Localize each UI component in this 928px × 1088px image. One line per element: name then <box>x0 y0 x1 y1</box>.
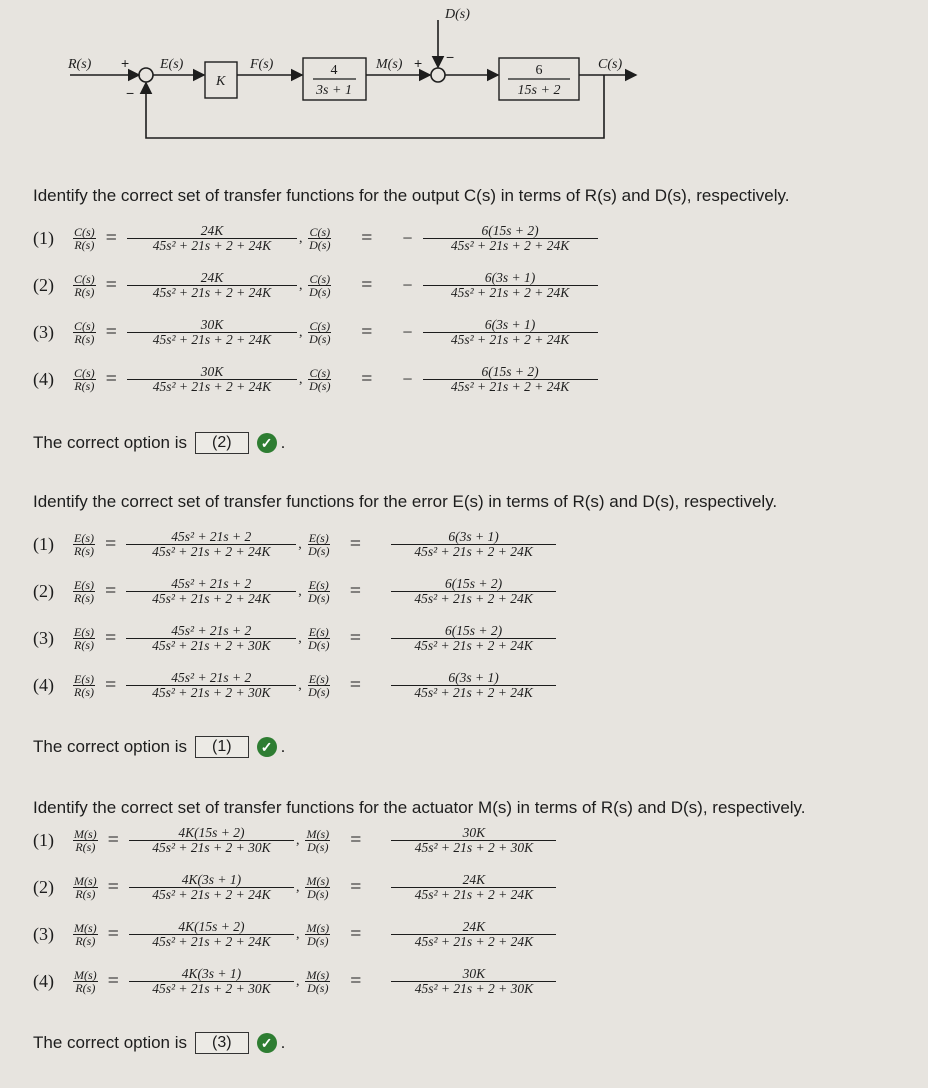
option-number: (3) <box>33 628 54 649</box>
check-icon: ✓ <box>257 1033 277 1053</box>
option-row <box>33 530 556 559</box>
negative-sign: − <box>402 228 413 249</box>
answer-row-2: The correct option is (1) ✓ . <box>33 737 286 756</box>
fraction-denominator: D(s) <box>308 544 330 559</box>
fraction-denominator: 45s² + 21s + 2 + 30K <box>414 840 534 856</box>
lhs-fraction-2 <box>308 579 330 605</box>
fraction-numerator: 30K <box>391 826 556 841</box>
comma-separator: , <box>295 879 300 895</box>
option-number: (4) <box>33 971 54 992</box>
rhs-fraction-2 <box>423 224 598 253</box>
option-row <box>33 826 556 855</box>
lhs-fraction-2 <box>308 367 331 393</box>
fraction-denominator: D(s) <box>307 840 329 855</box>
label-k: K <box>216 74 226 89</box>
equals-sign: = <box>105 368 117 391</box>
fraction-numerator: M(s) <box>74 826 97 841</box>
question-2: Identify the correct set of transfer functions for the error E(s) in terms of R(s) and D(s), respectively. <box>33 492 778 511</box>
fraction-denominator: D(s) <box>309 238 331 253</box>
comma-separator: , <box>298 324 303 340</box>
fraction-numerator: C(s) <box>74 318 95 333</box>
rhs-fraction-2 <box>391 920 556 949</box>
fraction-denominator: 45s² + 21s + 2 + 24K <box>414 685 533 701</box>
fraction-numerator: E(s) <box>74 671 94 686</box>
fraction-denominator: R(s) <box>75 934 96 949</box>
label-m: M(s) <box>376 57 403 72</box>
rhs-fraction-1 <box>127 365 297 394</box>
lhs-fraction-1 <box>73 673 95 699</box>
fraction-denominator: R(s) <box>74 685 94 700</box>
fraction-numerator: E(s) <box>74 577 94 592</box>
fraction-numerator: C(s) <box>74 365 95 380</box>
fraction-denominator: 45s² + 21s + 2 + 24K <box>152 544 271 560</box>
rhs-fraction-2 <box>423 271 598 300</box>
fraction-numerator: M(s) <box>306 967 330 982</box>
lhs-fraction-1 <box>73 273 96 299</box>
rhs-fraction-2 <box>391 967 556 996</box>
fraction-denominator: 45s² + 21s + 2 + 30K <box>414 981 534 997</box>
fraction-denominator: D(s) <box>309 379 331 394</box>
fraction-denominator: R(s) <box>75 981 96 996</box>
option-number: (1) <box>33 534 54 555</box>
fraction-numerator: 45s² + 21s + 2 <box>126 530 296 545</box>
fraction-denominator: R(s) <box>74 544 94 559</box>
block-diagram <box>0 0 928 170</box>
comma-separator: , <box>298 677 302 693</box>
equals-sign: = <box>361 274 373 297</box>
fraction-numerator: M(s) <box>306 873 330 888</box>
lhs-fraction-2 <box>305 828 330 854</box>
fraction-denominator: R(s) <box>74 591 94 606</box>
fraction-numerator: E(s) <box>308 577 329 592</box>
rhs-fraction-1 <box>129 826 294 855</box>
fraction-denominator: 45s² + 21s + 2 + 24K <box>152 591 271 607</box>
equals-sign: = <box>105 627 117 650</box>
fraction-denominator: D(s) <box>308 685 330 700</box>
label-c: C(s) <box>598 57 623 72</box>
fraction-denominator: 45s² + 21s + 2 + 24K <box>450 238 570 254</box>
answer-row-3: The correct option is (3) ✓ . <box>33 1033 286 1052</box>
option-number: (3) <box>33 322 54 343</box>
rhs-fraction-1 <box>126 530 296 559</box>
equals-sign: = <box>105 533 117 556</box>
answer-box[interactable]: (1) <box>195 736 249 758</box>
sign-minus-2: − <box>446 49 455 65</box>
lhs-fraction-2 <box>305 875 330 901</box>
fraction-denominator: R(s) <box>75 840 96 855</box>
option-number: (4) <box>33 369 54 390</box>
option-row <box>33 624 556 653</box>
g1-denominator: 3s + 1 <box>316 83 352 98</box>
answer-box[interactable]: (2) <box>195 432 249 454</box>
fraction-numerator: 6(15s + 2) <box>423 365 598 380</box>
equals-sign: = <box>350 970 362 993</box>
lhs-fraction-1 <box>73 226 96 252</box>
comma-separator: , <box>298 536 302 552</box>
g2-numerator: 6 <box>535 63 543 78</box>
fraction-numerator: E(s) <box>308 671 329 686</box>
fraction-numerator: C(s) <box>74 271 95 286</box>
fraction-denominator: 45s² + 21s + 2 + 24K <box>414 887 534 903</box>
lhs-fraction-1 <box>73 532 95 558</box>
option-row <box>33 671 556 700</box>
fraction-numerator: 4K(3s + 1) <box>129 967 294 982</box>
equals-sign: = <box>361 321 373 344</box>
fraction-denominator: 45s² + 21s + 2 + 24K <box>414 544 533 560</box>
lhs-fraction-1 <box>73 579 95 605</box>
equals-sign: = <box>350 876 362 899</box>
rhs-fraction-2 <box>391 577 556 606</box>
fraction-numerator: M(s) <box>74 873 97 888</box>
option-row <box>33 365 598 394</box>
label-r: R(s) <box>68 57 92 72</box>
fraction-numerator: 30K <box>391 967 556 982</box>
fraction-numerator: 6(3s + 1) <box>423 318 598 333</box>
rhs-fraction-2 <box>391 671 556 700</box>
equals-sign: = <box>361 368 373 391</box>
rhs-fraction-2 <box>391 873 556 902</box>
lhs-fraction-1 <box>73 828 98 854</box>
option-number: (2) <box>33 275 54 296</box>
negative-sign: − <box>402 275 413 296</box>
fraction-numerator: E(s) <box>308 530 329 545</box>
equals-sign: = <box>107 876 119 899</box>
fraction-denominator: 45s² + 21s + 2 + 24K <box>152 285 272 301</box>
question-3: Identify the correct set of transfer functions for the actuator M(s) in terms of R(s) and D(s), respectively. <box>33 798 806 817</box>
equals-sign: = <box>349 580 362 603</box>
fraction-numerator: E(s) <box>308 624 329 639</box>
fraction-numerator: C(s) <box>74 224 95 239</box>
equals-sign: = <box>105 227 117 250</box>
lhs-fraction-1 <box>73 969 98 995</box>
question-1: Identify the correct set of transfer functions for the output C(s) in terms of R(s) and D(s), respectively. <box>33 186 790 205</box>
comma-separator: , <box>298 371 303 387</box>
fraction-denominator: 45s² + 21s + 2 + 30K <box>152 840 271 856</box>
lhs-fraction-2 <box>308 273 331 299</box>
fraction-denominator: 45s² + 21s + 2 + 24K <box>450 379 570 395</box>
fraction-denominator: D(s) <box>307 981 329 996</box>
fraction-numerator: 45s² + 21s + 2 <box>126 624 296 639</box>
fraction-denominator: D(s) <box>307 934 329 949</box>
option-number: (4) <box>33 675 54 696</box>
summing-junction-2 <box>431 68 445 82</box>
rhs-fraction-1 <box>126 671 296 700</box>
fraction-numerator: C(s) <box>309 271 331 286</box>
fraction-numerator: 24K <box>127 271 297 286</box>
fraction-denominator: R(s) <box>74 638 94 653</box>
fraction-numerator: C(s) <box>309 365 331 380</box>
option-number: (2) <box>33 877 54 898</box>
fraction-numerator: M(s) <box>74 967 97 982</box>
summing-junction-1 <box>139 68 153 82</box>
option-row <box>33 318 598 347</box>
fraction-numerator: 6(3s + 1) <box>423 271 598 286</box>
lhs-fraction-2 <box>308 320 331 346</box>
equals-sign: = <box>350 829 362 852</box>
negative-sign: − <box>402 369 413 390</box>
lhs-fraction-1 <box>73 626 95 652</box>
fraction-denominator: 45s² + 21s + 2 + 24K <box>450 332 570 348</box>
lhs-fraction-1 <box>73 922 98 948</box>
option-row <box>33 920 556 949</box>
equals-sign: = <box>350 923 362 946</box>
option-number: (1) <box>33 830 54 851</box>
fraction-denominator: 45s² + 21s + 2 + 24K <box>152 934 271 950</box>
fraction-numerator: 30K <box>127 318 297 333</box>
fraction-numerator: 24K <box>127 224 297 239</box>
answer-label: The correct option is <box>33 737 188 756</box>
fraction-denominator: D(s) <box>309 285 331 300</box>
comma-separator: , <box>295 832 300 848</box>
comma-separator: , <box>298 583 302 599</box>
equals-sign: = <box>349 533 362 556</box>
lhs-fraction-2 <box>308 673 330 699</box>
fraction-denominator: 45s² + 21s + 2 + 24K <box>450 285 570 301</box>
lhs-fraction-1 <box>73 367 96 393</box>
g1-numerator: 4 <box>330 63 338 78</box>
answer-label: The correct option is <box>33 1033 188 1052</box>
option-row <box>33 967 556 996</box>
option-number: (3) <box>33 924 54 945</box>
equals-sign: = <box>105 321 117 344</box>
rhs-fraction-1 <box>127 224 297 253</box>
rhs-fraction-2 <box>391 624 556 653</box>
fraction-numerator: M(s) <box>74 920 97 935</box>
fraction-numerator: 4K(3s + 1) <box>129 873 294 888</box>
g2-denominator: 15s + 2 <box>517 83 561 98</box>
comma-separator: , <box>295 973 300 989</box>
fraction-denominator: 45s² + 21s + 2 + 30K <box>152 685 271 701</box>
label-e: E(s) <box>160 57 184 72</box>
equals-sign: = <box>107 970 119 993</box>
rhs-fraction-1 <box>126 577 296 606</box>
answer-row-1: The correct option is (2) ✓ . <box>33 433 286 452</box>
comma-separator: , <box>298 630 302 646</box>
fraction-denominator: 45s² + 21s + 2 + 24K <box>152 238 272 254</box>
rhs-fraction-2 <box>391 530 556 559</box>
fraction-denominator: 45s² + 21s + 2 + 24K <box>152 379 272 395</box>
fraction-numerator: 45s² + 21s + 2 <box>126 577 296 592</box>
fraction-denominator: D(s) <box>308 591 330 606</box>
check-icon: ✓ <box>257 737 277 757</box>
fraction-denominator: 45s² + 21s + 2 + 30K <box>152 981 271 997</box>
equals-sign: = <box>107 923 119 946</box>
fraction-numerator: 6(15s + 2) <box>391 624 556 639</box>
fraction-numerator: 24K <box>391 873 556 888</box>
fraction-numerator: C(s) <box>309 224 331 239</box>
fraction-denominator: R(s) <box>74 332 95 347</box>
option-number: (2) <box>33 581 54 602</box>
lhs-fraction-2 <box>308 626 330 652</box>
sign-minus-1: − <box>126 85 135 101</box>
equals-sign: = <box>105 274 117 297</box>
label-d: D(s) <box>445 7 470 22</box>
fraction-numerator: 4K(15s + 2) <box>129 826 294 841</box>
equals-sign: = <box>105 580 117 603</box>
lhs-fraction-1 <box>73 875 98 901</box>
fraction-denominator: 45s² + 21s + 2 + 24K <box>414 934 534 950</box>
sign-plus-1: + <box>121 55 130 71</box>
fraction-numerator: 6(3s + 1) <box>391 530 556 545</box>
fraction-denominator: R(s) <box>74 285 95 300</box>
check-icon: ✓ <box>257 433 277 453</box>
fraction-numerator: 30K <box>127 365 297 380</box>
equals-sign: = <box>349 674 362 697</box>
fraction-numerator: 24K <box>391 920 556 935</box>
equals-sign: = <box>361 227 373 250</box>
option-number: (1) <box>33 228 54 249</box>
lhs-fraction-2 <box>305 969 330 995</box>
sign-plus-2: + <box>414 55 423 71</box>
fraction-numerator: 45s² + 21s + 2 <box>126 671 296 686</box>
option-row <box>33 577 556 606</box>
equals-sign: = <box>349 627 362 650</box>
fraction-numerator: M(s) <box>306 826 330 841</box>
lhs-fraction-2 <box>308 532 330 558</box>
lhs-fraction-2 <box>308 226 331 252</box>
rhs-fraction-2 <box>423 318 598 347</box>
lhs-fraction-1 <box>73 320 96 346</box>
fraction-numerator: 6(3s + 1) <box>391 671 556 686</box>
option-row <box>33 224 598 253</box>
fraction-denominator: R(s) <box>74 379 95 394</box>
fraction-numerator: C(s) <box>309 318 331 333</box>
fraction-denominator: D(s) <box>307 887 329 902</box>
fraction-numerator: 6(15s + 2) <box>423 224 598 239</box>
fraction-denominator: 45s² + 21s + 2 + 24K <box>152 887 271 903</box>
equals-sign: = <box>105 674 117 697</box>
fraction-denominator: 45s² + 21s + 2 + 24K <box>414 591 533 607</box>
lhs-fraction-2 <box>305 922 330 948</box>
comma-separator: , <box>295 926 300 942</box>
answer-box[interactable]: (3) <box>195 1032 249 1054</box>
rhs-fraction-1 <box>129 873 294 902</box>
fraction-denominator: R(s) <box>75 887 96 902</box>
fraction-numerator: M(s) <box>306 920 330 935</box>
rhs-fraction-1 <box>129 967 294 996</box>
fraction-denominator: D(s) <box>309 332 331 347</box>
fraction-denominator: 45s² + 21s + 2 + 24K <box>152 332 272 348</box>
option-row <box>33 271 598 300</box>
rhs-fraction-1 <box>129 920 294 949</box>
fraction-denominator: R(s) <box>74 238 95 253</box>
comma-separator: , <box>298 277 303 293</box>
rhs-fraction-1 <box>127 271 297 300</box>
answer-label: The correct option is <box>33 433 188 452</box>
fraction-denominator: 45s² + 21s + 2 + 30K <box>152 638 271 654</box>
fraction-numerator: E(s) <box>74 624 94 639</box>
fraction-denominator: D(s) <box>308 638 330 653</box>
option-row <box>33 873 556 902</box>
fraction-denominator: 45s² + 21s + 2 + 24K <box>414 638 533 654</box>
rhs-fraction-1 <box>126 624 296 653</box>
equals-sign: = <box>107 829 119 852</box>
fraction-numerator: 4K(15s + 2) <box>129 920 294 935</box>
comma-separator: , <box>298 230 303 246</box>
fraction-numerator: E(s) <box>74 530 94 545</box>
rhs-fraction-1 <box>127 318 297 347</box>
negative-sign: − <box>402 322 413 343</box>
fraction-numerator: 6(15s + 2) <box>391 577 556 592</box>
rhs-fraction-2 <box>391 826 556 855</box>
label-f: F(s) <box>250 57 274 72</box>
rhs-fraction-2 <box>423 365 598 394</box>
